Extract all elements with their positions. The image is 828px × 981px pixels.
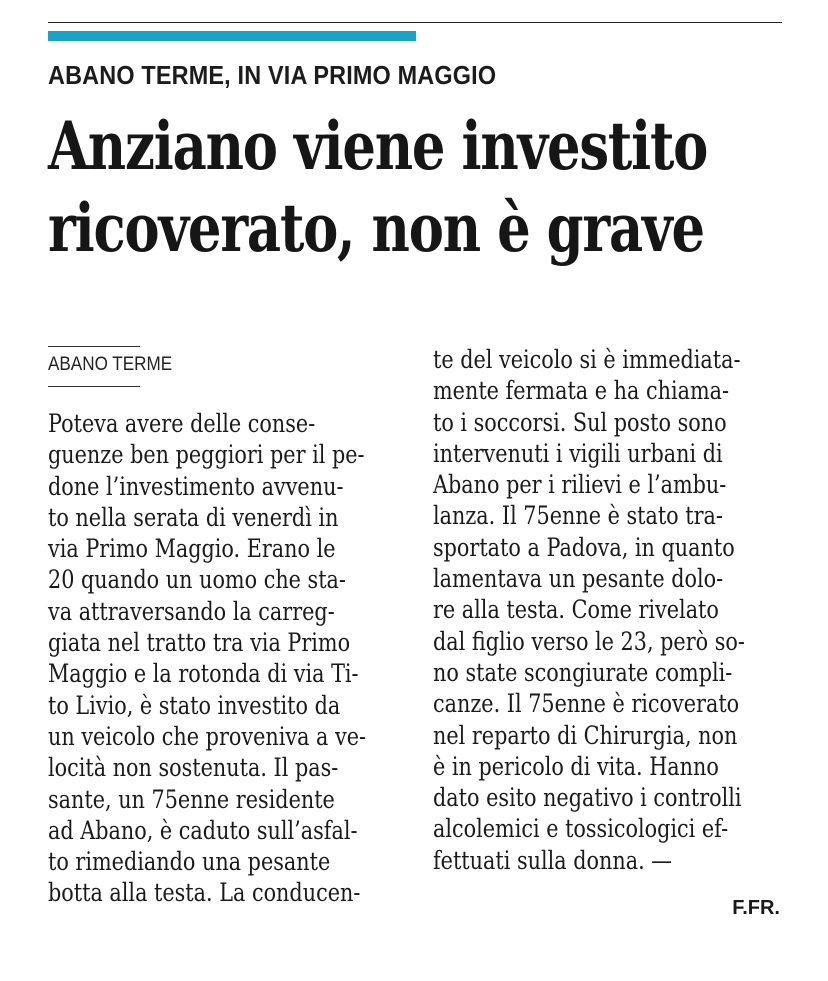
article-body-left-column xyxy=(48,408,398,909)
top-rule xyxy=(48,22,782,23)
body-line: done l’investimento avvenu- xyxy=(48,471,344,501)
body-line: alcolemici e tossicologici ef- xyxy=(433,814,729,844)
body-line: to nella serata di venerdì in xyxy=(48,502,339,532)
body-line: Poteva avere delle conse- xyxy=(48,409,316,438)
body-line: te del veicolo si è immediata- xyxy=(433,345,741,374)
body-line: lamentava un pesante dolo- xyxy=(433,564,724,594)
dateline-rule-top xyxy=(48,346,140,347)
headline-line: Anziano viene investito xyxy=(48,107,708,185)
dateline-rule-bottom xyxy=(48,386,140,387)
body-line: nel reparto di Chirurgia, non xyxy=(433,720,738,750)
body-line: giata nel tratto tra via Primo xyxy=(48,628,351,658)
body-line: è in pericolo di vita. Hanno xyxy=(433,751,719,781)
body-line: Maggio e la rotonda di via Ti- xyxy=(48,659,359,689)
body-line: locità non sostenuta. Il pas- xyxy=(48,753,339,783)
section-accent-bar xyxy=(48,31,416,41)
body-line: dal figlio verso le 23, però so- xyxy=(433,626,745,656)
body-line: 20 quando un uomo che sta- xyxy=(48,565,346,595)
body-line: to rimediando una pesante xyxy=(48,847,331,877)
body-line: mente fermata e ha chiama- xyxy=(433,376,730,406)
body-line: un veicolo che proveniva a ve- xyxy=(48,721,367,751)
body-line: va attraversando la carreg- xyxy=(48,596,335,626)
article-headline xyxy=(48,105,708,269)
article-body-right-column xyxy=(433,344,783,876)
body-line: to i soccorsi. Sul posto sono xyxy=(433,407,727,437)
body-line: no state scongiurate compli- xyxy=(433,657,733,687)
body-line: guenze ben peggiori per il pe- xyxy=(48,440,365,470)
body-line: re alla testa. Come rivelato xyxy=(433,595,719,625)
body-line: lanza. Il 75enne è stato tra- xyxy=(433,501,723,531)
article-dateline: ABANO TERME xyxy=(48,354,173,375)
body-line: sportato a Padova, in quanto xyxy=(433,532,735,562)
body-line: to Livio, è stato investito da xyxy=(48,690,341,720)
author-signature: F.FR. xyxy=(732,897,780,919)
body-line: sante, un 75enne residente xyxy=(48,784,335,814)
body-line: Abano per i rilievi e l’ambu- xyxy=(433,470,727,500)
body-line: botta alla testa. La conducen- xyxy=(48,878,361,908)
article-kicker: ABANO TERME, IN VIA PRIMO MAGGIO xyxy=(48,60,497,90)
headline-line: ricoverato, non è grave xyxy=(48,189,704,267)
body-line: dato esito negativo i controlli xyxy=(433,783,742,813)
body-line: ad Abano, è caduto sull’asfal- xyxy=(48,815,358,845)
body-line: via Primo Maggio. Erano le xyxy=(48,534,336,564)
body-line: fettuati sulla donna. — xyxy=(433,845,673,875)
body-line: intervenuti i vigili urbani di xyxy=(433,438,723,468)
body-line: canze. Il 75enne è ricoverato xyxy=(433,689,740,719)
